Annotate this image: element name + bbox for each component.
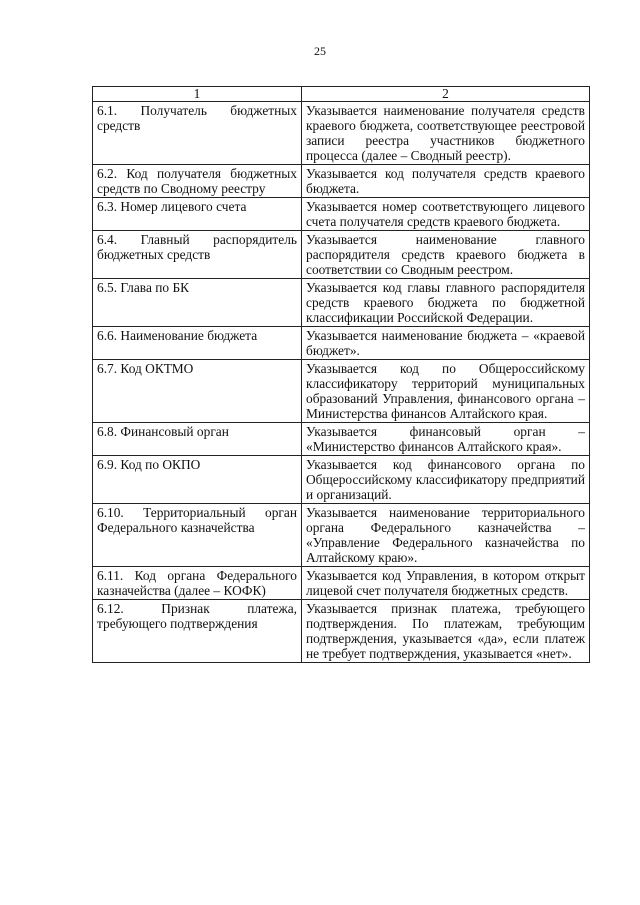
field-name-cell: 6.8. Финансовый орган xyxy=(93,423,302,456)
table-row xyxy=(93,165,590,198)
table-row xyxy=(93,102,590,165)
field-description-cell: Указывается код Управления, в котором открыт лицевой счет получателя бюджетных средств. xyxy=(302,567,590,600)
field-description-cell: Указывается код главы главного распорядителя средств краевого бюджета по бюджетной классификации Российской Федерации. xyxy=(302,279,590,327)
table-row xyxy=(93,279,590,327)
table-row xyxy=(93,360,590,423)
field-description-cell: Указывается наименование получателя средств краевого бюджета, соответствующее реестровой записи реестра участников бюджетного процесса (далее – Сводный реестр). xyxy=(302,102,590,165)
field-name-cell: 6.1. Получатель бюджетных средств xyxy=(93,102,302,165)
table-row xyxy=(93,198,590,231)
field-name-cell: 6.2. Код получателя бюджетных средств по Сводному реестру xyxy=(93,165,302,198)
table-row xyxy=(93,567,590,600)
field-name-cell: 6.7. Код ОКТМО xyxy=(93,360,302,423)
table-row xyxy=(93,327,590,360)
field-description-cell: Указывается наименование главного распорядителя средств краевого бюджета в соответствии со Сводным реестром. xyxy=(302,231,590,279)
field-description-cell: Указывается код по Общероссийскому классификатору территорий муниципальных образований Управления, финансового органа – Министерства финансов Алтайского края. xyxy=(302,360,590,423)
field-description-cell: Указывается наименование бюджета – «краевой бюджет». xyxy=(302,327,590,360)
instructions-table xyxy=(92,86,590,663)
field-name-cell: 6.3. Номер лицевого счета xyxy=(93,198,302,231)
table-row xyxy=(93,423,590,456)
field-description-cell: Указывается код финансового органа по Общероссийскому классификатору предприятий и организаций. xyxy=(302,456,590,504)
field-description-cell: Указывается признак платежа, требующего подтверждения. По платежам, требующим подтверждения, указывается «да», если платеж не требует подтверждения, указывается «нет». xyxy=(302,600,590,663)
field-name-cell: 6.4. Главный распорядитель бюджетных средств xyxy=(93,231,302,279)
page-number: 25 xyxy=(314,44,326,58)
table-header-row xyxy=(93,87,590,102)
table-row xyxy=(93,231,590,279)
field-description-cell: Указывается финансовый орган – «Министерство финансов Алтайского края». xyxy=(302,423,590,456)
table-row xyxy=(93,456,590,504)
column-header-2: 2 xyxy=(302,87,590,102)
field-description-cell: Указывается номер соответствующего лицевого счета получателя средств краевого бюджета. xyxy=(302,198,590,231)
field-name-cell: 6.11. Код органа Федерального казначейства (далее – КОФК) xyxy=(93,567,302,600)
field-name-cell: 6.12. Признак платежа, требующего подтверждения xyxy=(93,600,302,663)
field-name-cell: 6.5. Глава по БК xyxy=(93,279,302,327)
field-name-cell: 6.9. Код по ОКПО xyxy=(93,456,302,504)
field-description-cell: Указывается наименование территориального органа Федерального казначейства – «Управление Федерального казначейства по Алтайскому краю». xyxy=(302,504,590,567)
field-name-cell: 6.10. Территориальный орган Федерального казначейства xyxy=(93,504,302,567)
field-description-cell: Указывается код получателя средств краевого бюджета. xyxy=(302,165,590,198)
field-name-cell: 6.6. Наименование бюджета xyxy=(93,327,302,360)
column-header-1: 1 xyxy=(93,87,302,102)
table-row xyxy=(93,600,590,663)
table-row xyxy=(93,504,590,567)
